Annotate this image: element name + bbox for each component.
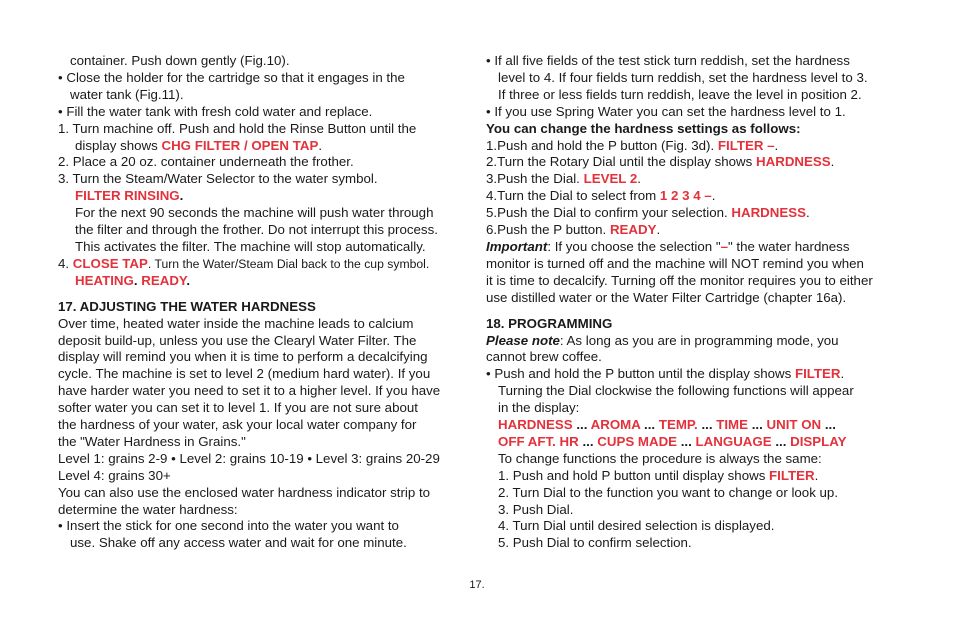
text: : If you choose the selection "	[547, 238, 721, 254]
function-item: HARDNESS	[498, 417, 573, 433]
text-line: Turning the Dial clockwise the following functions will appear	[498, 383, 854, 399]
important-note	[486, 239, 900, 256]
display-message: HARDNESS	[756, 154, 831, 170]
text-line: To change functions the procedure is always the same:	[498, 450, 822, 466]
display-message: 1 2 3 4 –	[659, 188, 712, 204]
text-line	[58, 273, 470, 290]
bullet-item: • Close the holder for the cartridge so that it engages in the	[58, 69, 405, 85]
function-list	[486, 417, 900, 434]
text: .	[774, 137, 779, 153]
step-3: 3. Turn the Steam/Water Selector to the water symbol.	[58, 171, 378, 187]
note-label: Important	[486, 238, 548, 254]
bullet-item	[486, 366, 900, 383]
separator: ...	[748, 417, 767, 433]
left-column	[58, 53, 470, 552]
function-item: CUPS MADE	[597, 433, 678, 449]
function-item: DISPLAY	[790, 433, 847, 449]
paragraph-line: monitor is turned off and the machine will NOT remind you when	[486, 255, 864, 271]
text: 3.Push the Dial.	[486, 171, 584, 187]
text: " the water hardness	[727, 238, 850, 254]
display-message: CLOSE TAP	[72, 255, 148, 271]
text: 1. Push and hold P button until display shows	[498, 467, 770, 483]
step-1: 1. Turn machine off. Push and hold the Rinse Button until the	[58, 120, 417, 136]
function-list	[486, 434, 900, 451]
text-line: use. Shake off any access water and wait for one minute.	[70, 535, 407, 551]
paragraph-line: it is time to decalcify. Turning off the monitor requires you to either	[486, 272, 873, 288]
text-line: For the next 90 seconds the machine will push water through	[75, 205, 434, 221]
text-line: water tank (Fig.11).	[70, 86, 184, 102]
paragraph-line: You can also use the enclosed water hardness indicator strip to	[58, 484, 431, 500]
function-item: AROMA	[590, 417, 641, 433]
function-item: UNIT ON	[766, 417, 822, 433]
subheading: You can change the hardness settings as follows:	[486, 120, 801, 136]
bullet-item: • If you use Spring Water you can set the hardness level to 1.	[486, 103, 846, 119]
text: : As long as you are in programming mode, you	[559, 332, 839, 348]
step-2	[486, 154, 900, 171]
bullet-item: • Fill the water tank with fresh cold water and replace.	[58, 103, 373, 119]
hardness-levels: Level 1: grains 2-9 • Level 2: grains 10-19 • Level 3: grains 20-29	[58, 450, 440, 466]
display-message: CHG FILTER / OPEN TAP	[161, 137, 319, 153]
display-message: FILTER –	[717, 137, 775, 153]
text: .	[814, 467, 819, 483]
separator: ...	[640, 417, 659, 433]
paragraph-line: display will remind you when it is time to perform a decalcifying	[58, 349, 428, 365]
text: 2.Turn the Rotary Dial until the display shows	[486, 154, 757, 170]
text-line: If three or less fields turn reddish, leave the level in position 2.	[498, 86, 862, 102]
paragraph-line: cycle. The machine is set to level 2 (medium hard water). If you	[58, 366, 431, 382]
step-3: 3. Push Dial.	[498, 501, 574, 517]
display-message: HARDNESS	[731, 205, 806, 221]
text: .	[318, 137, 323, 153]
text: 1.Push and hold the P button (Fig. 3d).	[486, 137, 718, 153]
bullet-item: • Insert the stick for one second into the water you want to	[58, 518, 399, 534]
function-item: OFF AFT. HR	[498, 433, 579, 449]
text-line: the filter and through the frother. Do not interrupt this process.	[75, 222, 438, 238]
paragraph-line: have harder water you need to set it to a higher level. If you have	[58, 383, 441, 399]
display-message: –	[720, 238, 728, 254]
step-5: 5. Push Dial to confirm selection.	[498, 535, 692, 551]
text: .	[711, 188, 716, 204]
text: .	[840, 366, 845, 382]
display-message: HEATING	[75, 272, 134, 288]
section-heading-18: 18. PROGRAMMING	[486, 315, 613, 331]
text: .	[806, 205, 810, 221]
text: . Turn the Water/Steam Dial back to the cup symbol.	[147, 256, 430, 271]
text-line: in the display:	[498, 400, 580, 416]
text: 4.Turn the Dial to select from	[486, 188, 660, 204]
step-3	[486, 171, 900, 188]
function-item: TIME	[716, 417, 748, 433]
page-number: 17.	[469, 579, 485, 591]
text: 4.	[58, 255, 73, 271]
separator: ...	[677, 433, 696, 449]
separator: ...	[697, 417, 717, 433]
text: .	[656, 222, 661, 238]
text-line: level to 4. If four fields turn reddish, set the hardness level to 3.	[498, 69, 868, 85]
text: display shows	[75, 137, 162, 153]
step-4: 4. Turn Dial until desired selection is displayed.	[498, 518, 775, 534]
text-line: This activates the filter. The machine will stop automatically.	[75, 238, 426, 254]
text: .	[830, 154, 835, 170]
text: .	[133, 272, 142, 288]
step-6	[486, 222, 900, 239]
step-4	[486, 188, 900, 205]
paragraph-line: softer water you can set it to level 1. If you are not sure about	[58, 400, 418, 416]
paragraph-line: deposit build-up, unless you use the Clearyl Water Filter. The	[58, 332, 417, 348]
step-2: 2. Place a 20 oz. container underneath the frother.	[58, 154, 354, 170]
step-1	[486, 138, 900, 155]
hardness-levels: Level 4: grains 30+	[58, 467, 171, 483]
paragraph-line: determine the water hardness:	[58, 501, 238, 517]
separator: ...	[821, 417, 836, 433]
text-line	[58, 188, 470, 205]
text: 5.Push the Dial to confirm your selection.	[486, 205, 732, 221]
bullet-item: • If all five fields of the test stick turn reddish, set the hardness	[486, 53, 850, 68]
text: 6.Push the P button.	[486, 222, 610, 238]
text: .	[637, 171, 641, 187]
paragraph-line: cannot brew coffee.	[486, 349, 602, 365]
display-message: FILTER RINSING	[75, 188, 180, 204]
display-message: READY	[609, 222, 657, 238]
text-line: container. Push down gently (Fig.10).	[70, 53, 290, 68]
paragraph-line: Over time, heated water inside the machine leads to calcium	[58, 315, 414, 331]
function-item: LANGUAGE	[695, 433, 772, 449]
paragraph-line: the hardness of your water, ask your local water company for	[58, 417, 417, 433]
paragraph-line: use distilled water or the Water Filter Cartridge (chapter 16a).	[486, 289, 847, 305]
display-message: FILTER	[794, 366, 841, 382]
display-message: LEVEL 2	[583, 171, 638, 187]
section-heading-17: 17. ADJUSTING THE WATER HARDNESS	[58, 298, 316, 314]
step-4	[58, 256, 470, 273]
right-column	[486, 53, 900, 552]
text-line	[58, 138, 470, 155]
note-label: Please note	[486, 332, 560, 348]
step-1	[486, 468, 900, 485]
separator: ...	[771, 433, 791, 449]
text: .	[186, 272, 191, 288]
please-note	[486, 333, 900, 350]
display-message: FILTER	[769, 467, 815, 483]
separator: ...	[572, 417, 591, 433]
step-2: 2. Turn Dial to the function you want to change or look up.	[498, 484, 839, 500]
separator: ...	[578, 433, 598, 449]
step-5	[486, 205, 900, 222]
text: • Push and hold the P button until the display shows	[486, 366, 795, 382]
paragraph-line: the "Water Hardness in Grains."	[58, 433, 246, 449]
function-item: TEMP.	[658, 417, 698, 433]
text: .	[179, 188, 184, 204]
display-message: READY	[141, 272, 187, 288]
